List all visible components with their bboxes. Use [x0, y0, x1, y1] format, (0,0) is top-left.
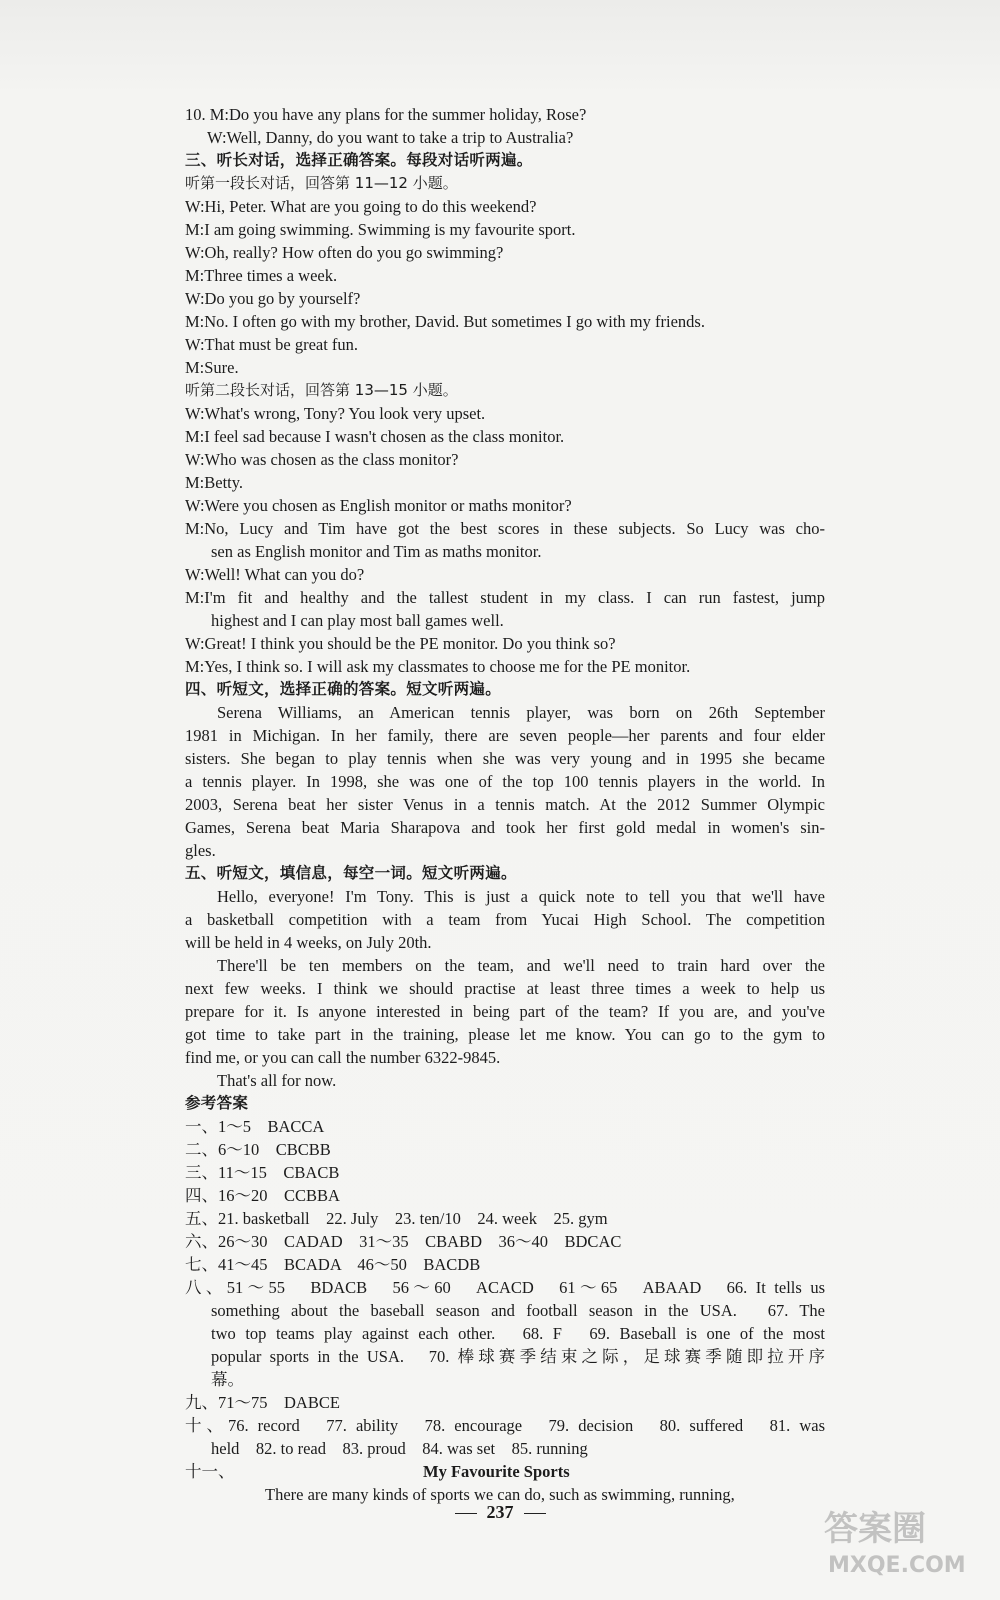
text-line: M:No, Lucy and Tim have got the best scores in these subjects. So Lucy was cho-	[185, 519, 825, 538]
section-heading: 三、听长对话，选择正确答案。每段对话听两遍。	[185, 151, 533, 169]
text-line: M:I'm fit and healthy and the tallest student in my class. I can run fastest, jump	[185, 588, 825, 607]
answer-line: something about the baseball season and football season in the USA. 67. The	[211, 1301, 825, 1320]
watermark-bottom-text: MXQE.COM	[828, 1553, 966, 1578]
answer-line: 四、16～20 CCBBA	[185, 1186, 340, 1205]
essay-label: 十一、	[185, 1462, 235, 1481]
text-line: M:I feel sad because I wasn't chosen as the class monitor.	[185, 427, 565, 446]
text-line: sen as English monitor and Tim as maths monitor.	[211, 542, 542, 561]
passage-line: Games, Serena beat Maria Sharapova and took her first gold medal in women's sin-	[185, 818, 825, 837]
sub-heading: 听第一段长对话，回答第 11—12 小题。	[185, 174, 458, 192]
text-line: W:Were you chosen as English monitor or maths monitor?	[185, 496, 572, 515]
passage-line: 2003, Serena beat her sister Venus in a tennis match. At the 2012 Summer Olympic	[185, 795, 825, 814]
text-line: M:I am going swimming. Swimming is my favourite sport.	[185, 220, 576, 239]
text-line: W:Who was chosen as the class monitor?	[185, 450, 459, 469]
text-line: 10. M:Do you have any plans for the summer holiday, Rose?	[185, 105, 587, 124]
answer-line: 五、21. basketball 22. July 23. ten/10 24. week 25. gym	[185, 1209, 608, 1228]
text-line: W:What's wrong, Tony? You look very upset.	[185, 404, 486, 423]
passage-line: gles.	[185, 841, 216, 860]
answer-line: 九、71～75 DABCE	[185, 1393, 340, 1412]
answer-line: held 82. to read 83. proud 84. was set 85. running	[211, 1439, 588, 1458]
watermark-top-text: 答案圈	[824, 1509, 926, 1549]
watermark-logo	[818, 1500, 978, 1580]
text-line: W:Well, Danny, do you want to take a trip to Australia?	[207, 128, 574, 147]
essay-line: There are many kinds of sports we can do, such as swimming, running,	[265, 1485, 735, 1504]
passage-line: Serena Williams, an American tennis player, was born on 26th September	[217, 703, 825, 722]
text-line: W:Do you go by yourself?	[185, 289, 361, 308]
answer-line: 六、26～30 CADAD 31～35 CBABD 36～40 BDCAC	[185, 1232, 622, 1251]
text-line: M:No. I often go with my brother, David. But sometimes I go with my friends.	[185, 312, 705, 331]
answer-line: two top teams play against each other. 68. F 69. Baseball is one of the most	[211, 1324, 825, 1343]
answers-heading: 参考答案	[185, 1094, 249, 1112]
answer-line: 二、6～10 CBCBB	[185, 1140, 331, 1159]
passage-line: prepare for it. Is anyone interested in being part of the team? If you are, and you've	[185, 1002, 825, 1021]
text-line: M:Three times a week.	[185, 266, 338, 285]
passage-tony	[185, 885, 825, 1092]
answer-line: 八、51～55 BDACB 56～60 ACACD 61～65 ABAAD 66. It tells us	[185, 1278, 825, 1297]
answer-line: 七、41～45 BCADA 46～50 BACDB	[185, 1255, 481, 1274]
passage-line: Hello, everyone! I'm Tony. This is just a quick note to tell you that we'll have	[217, 887, 825, 906]
essay-title: My Favourite Sports	[423, 1462, 570, 1481]
passage-line: There'll be ten members on the team, and we'll need to train hard over the	[217, 956, 825, 975]
passage-serena	[185, 701, 825, 862]
answer-line: 一、1～5 BACCA	[185, 1117, 325, 1136]
passage-line: 1981 in Michigan. In her family, there are seven people—her parents and four elder	[185, 726, 825, 745]
text-line: W:Oh, really? How often do you go swimming?	[185, 243, 504, 262]
answer-line: 十、76. record 77. ability 78. encourage 79. decision 80. suffered 81. was	[185, 1416, 825, 1435]
passage-line: got time to take part in the training, please let me know. You can go to the gym to	[185, 1025, 825, 1044]
answer-line: 三、11～15 CBACB	[185, 1163, 340, 1182]
answer-key	[185, 1115, 825, 1460]
text-line: W:Well! What can you do?	[185, 565, 365, 584]
dash-left	[455, 1513, 477, 1514]
passage-line: will be held in 4 weeks, on July 20th.	[185, 933, 432, 952]
passage-line: next few weeks. I think we should practise at least three times a week to help us	[185, 979, 825, 998]
text-line: M:Yes, I think so. I will ask my classmates to choose me for the PE monitor.	[185, 657, 691, 676]
dash-right	[524, 1513, 546, 1514]
passage-line: sisters. She began to play tennis when she was very young and in 1995 she became	[185, 749, 825, 768]
page-number: 237	[486, 1502, 514, 1522]
text-line: M:Sure.	[185, 358, 239, 377]
text-line: W:Hi, Peter. What are you going to do this weekend?	[185, 197, 537, 216]
passage-line: find me, or you can call the number 6322-9845.	[185, 1048, 501, 1067]
section-heading: 五、听短文，填信息，每空一词。短文听两遍。	[185, 864, 517, 882]
passage-line: a tennis player. In 1998, she was one of the top 100 tennis players in the world. In	[185, 772, 825, 791]
text-line: W:That must be great fun.	[185, 335, 359, 354]
section-heading: 四、听短文，选择正确的答案。短文听两遍。	[185, 680, 502, 698]
passage-line: a basketball competition with a team from Yucai High School. The competition	[185, 910, 825, 929]
text-line: highest and I can play most ball games well.	[211, 611, 504, 630]
text-line: W:Great! I think you should be the PE monitor. Do you think so?	[185, 634, 616, 653]
sub-heading: 听第二段长对话，回答第 13—15 小题。	[185, 381, 458, 399]
answer-line: 幕。	[211, 1370, 244, 1389]
passage-line: That's all for now.	[217, 1071, 337, 1090]
page-content	[185, 103, 825, 1506]
answer-line: popular sports in the USA. 70. 棒球赛季结束之际，足球赛季随即拉开序	[211, 1347, 825, 1366]
text-line: M:Betty.	[185, 473, 244, 492]
essay-title-row	[185, 1460, 825, 1483]
